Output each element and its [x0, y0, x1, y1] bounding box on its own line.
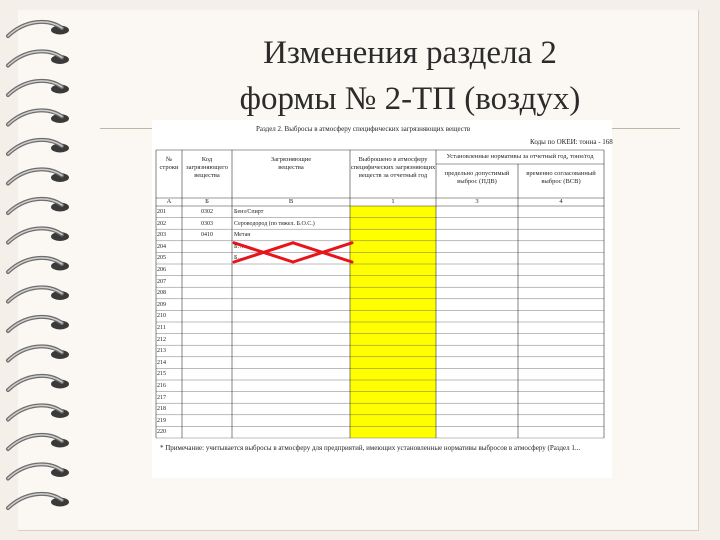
pollutant-name-cell: Бенз/Спирт	[234, 209, 264, 215]
pollutant-name-cell: Метан	[234, 232, 251, 239]
header-pollutant-name: Загрязняющие вещества	[270, 156, 312, 171]
binding-ring	[8, 435, 69, 449]
pollutant-name-cell: Б…	[234, 243, 244, 250]
unit-note: Коды по ОКЕИ: тонна - 168	[530, 138, 613, 146]
row-number-cell: 213	[157, 348, 166, 355]
binding-ring	[8, 287, 69, 301]
header-letter-1: А	[166, 198, 172, 205]
binding-ring	[8, 258, 69, 272]
header-letter-3: В	[288, 198, 294, 205]
binding-ring	[8, 228, 69, 242]
pollutant-code-cell: 0410	[201, 232, 213, 239]
row-number-cell: 207	[157, 278, 166, 285]
header-letter-2: Б	[205, 198, 209, 205]
row-number-cell: 211	[157, 325, 166, 331]
header-pollutant-code: Код загрязняющего вещества	[186, 156, 228, 179]
pollutant-name-cell: Сероводород (по тяжел. Б.О.С.)	[234, 220, 315, 227]
binding-ring	[8, 199, 69, 213]
row-number-cell: 204	[157, 243, 166, 250]
row-number-cell: 216	[157, 383, 166, 389]
slide-title-line-1: Изменения раздела 2	[263, 35, 557, 71]
row-number-cell: 206	[157, 267, 166, 273]
binding-ring	[8, 169, 69, 183]
binding-ring	[8, 317, 69, 331]
binding-ring	[8, 51, 69, 65]
binding-ring	[8, 140, 69, 154]
binding-ring	[8, 81, 69, 95]
row-number-cell: 212	[157, 336, 166, 343]
row-number-cell: 217	[157, 394, 166, 401]
slide-title	[150, 30, 670, 122]
row-number-cell: 205	[157, 255, 166, 262]
header-letter-6: 4	[559, 198, 563, 205]
footnote: * Примечание: учитывается выбросы в атмосферу для предприятий, имеющих установленные нормативы выбросов в атмосферу (Раздел 1...	[160, 444, 581, 452]
row-number-cell: 214	[157, 359, 166, 366]
header-pdv: предельно допустимый выброс (ПДВ)	[444, 170, 510, 185]
row-number-cell: 203	[157, 232, 166, 239]
header-emission: Выброшено в атмосферу специфических загрязняющих веществ за отчетный год	[350, 156, 436, 179]
row-number-cell: 208	[157, 290, 166, 297]
row-number-cell: 201	[157, 209, 166, 215]
pollutant-code-cell: 0303	[201, 220, 213, 227]
section-title: Раздел 2. Выбросы в атмосферу специфических загрязняющих веществ	[256, 125, 471, 133]
form-sheet	[152, 120, 612, 478]
binding-ring	[8, 346, 69, 360]
pollutant-name-cell: Б…	[234, 255, 244, 262]
row-number-cell: 202	[157, 220, 166, 227]
spiral-binding	[0, 14, 78, 524]
pollutant-code-cell: 0302	[201, 209, 213, 215]
header-letter-5: 3	[475, 198, 479, 205]
binding-ring	[8, 405, 69, 419]
slide-title-line-2: формы № 2-ТП (воздух)	[239, 81, 581, 117]
header-row-number: № строки	[159, 156, 179, 171]
header-vsv: временно согласованный выброс (ВСВ)	[526, 170, 596, 185]
binding-ring	[8, 494, 69, 508]
row-number-cell: 215	[157, 371, 166, 378]
row-number-cell: 209	[157, 301, 166, 308]
row-number-cell: 218	[157, 406, 166, 413]
row-number-cell: 220	[157, 429, 166, 436]
binding-ring	[8, 110, 69, 124]
binding-ring	[8, 376, 69, 390]
header-letter-4: 1	[391, 198, 395, 205]
header-limits-group: Установленные нормативы за отчетный год, тонн/год	[446, 153, 594, 160]
row-number-cell: 210	[157, 313, 166, 320]
binding-ring	[8, 464, 69, 478]
row-number-cell: 219	[157, 417, 166, 424]
binding-ring	[8, 22, 69, 36]
